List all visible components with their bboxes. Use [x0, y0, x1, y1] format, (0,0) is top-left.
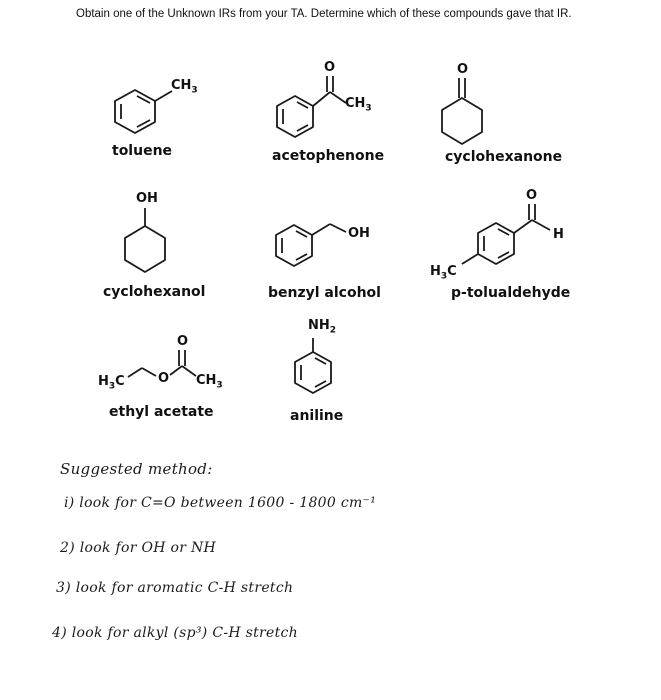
compound-name-ethyl-acetate: ethyl acetate — [109, 404, 214, 420]
ethyl-acetate-o-carbonyl-label: O — [177, 334, 189, 349]
aniline-nh2-label: $NH_2$ — [308, 318, 337, 336]
acetophenone-ch3-label: $CH_3$ — [345, 96, 372, 114]
notes-step-3: 3) look for aromatic C-H stretch — [56, 580, 294, 596]
compound-name-toluene: toluene — [112, 143, 173, 159]
p-tolualdehyde-h-label: H — [553, 227, 564, 242]
cyclohexanol-structure — [125, 208, 165, 272]
p-tolualdehyde-h3c-label: $H_3C$ — [430, 264, 457, 282]
toluene-ch3-label: $CH_3$ — [171, 78, 198, 96]
notes-step-2: 2) look for OH or NH — [60, 540, 217, 556]
acetophenone-structure — [277, 76, 346, 137]
cyclohexanone-o-label: O — [457, 62, 469, 77]
compound-name-cyclohexanol: cyclohexanol — [103, 284, 206, 300]
ethyl-acetate-o-ester-label: O — [158, 371, 170, 386]
compound-name-cyclohexanone: cyclohexanone — [445, 149, 563, 165]
benzyl-alcohol-structure — [276, 224, 346, 266]
benzyl-alcohol-oh-label: OH — [348, 226, 370, 241]
p-tolualdehyde-o-label: O — [526, 188, 538, 203]
notes-title: Suggested method: — [60, 460, 213, 478]
p-tolualdehyde-structure — [462, 204, 550, 264]
cyclohexanone-structure — [442, 78, 482, 144]
ethyl-acetate-ch3-label: $CH_3$ — [196, 373, 223, 391]
compound-name-aniline: aniline — [290, 408, 344, 424]
compound-name-benzyl-alcohol: benzyl alcohol — [268, 285, 381, 301]
toluene-structure — [115, 90, 172, 133]
aniline-structure — [295, 338, 331, 393]
notes-step-1: i) look for C=O between 1600 - 1800 cm⁻¹ — [64, 495, 377, 511]
compound-name-p-tolualdehyde: p-tolualdehyde — [451, 285, 571, 301]
acetophenone-o-label: O — [324, 60, 336, 75]
compound-name-acetophenone: acetophenone — [272, 148, 385, 164]
prompt-text: Obtain one of the Unknown IRs from your TA. Determine which of these compounds gave that IR. — [76, 8, 572, 20]
cyclohexanol-oh-label: OH — [136, 191, 158, 206]
notes-step-4: 4) look for alkyl (sp³) C-H stretch — [52, 625, 298, 641]
ethyl-acetate-h3c-label: $H_3C$ — [98, 374, 125, 392]
